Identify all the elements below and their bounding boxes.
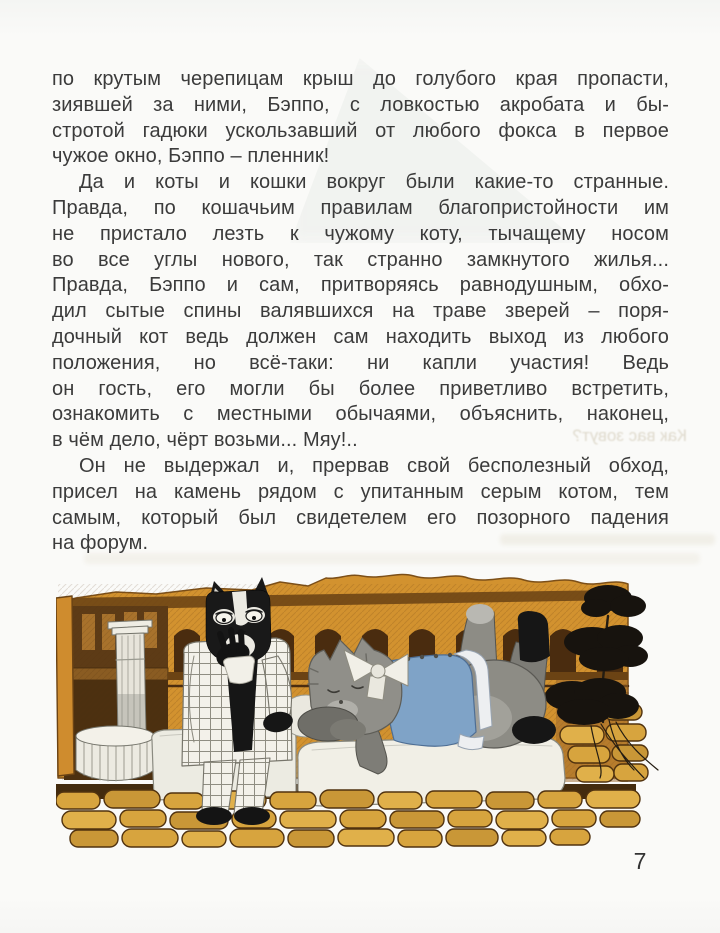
text-line: зиявшей за ними, Бэппо, с ловкостью акробата и бы- bbox=[52, 93, 669, 116]
gray-cat-front-paw bbox=[330, 719, 366, 741]
page-number: 7 bbox=[633, 848, 647, 874]
text-line: по крутым черепицам крыш до голубого края пропасти, bbox=[52, 68, 669, 90]
beppo-foot bbox=[234, 807, 270, 825]
pupil bbox=[222, 618, 226, 622]
text-line: Он не выдержал и, прервав свой бесполезный обход, bbox=[79, 454, 669, 477]
text-line: присел на камень рядом с упитанным серым котом, тем bbox=[52, 480, 669, 503]
story-text bbox=[52, 67, 669, 557]
column-drum bbox=[76, 726, 154, 781]
gray-cat-foot-black bbox=[518, 611, 550, 662]
text-line: не пристало лезть к чужому коту, тычащему носом bbox=[52, 222, 669, 245]
text-line: положения, но всё-таки: ни капли участия! Ведь bbox=[52, 351, 669, 374]
text-line: дочный кот ведь должен сам находить выход из любого bbox=[52, 325, 669, 348]
text-line: он гость, его могли бы более приветливо встретить, bbox=[52, 377, 669, 400]
text-line: самым, который был свидетелем его позорного падения bbox=[52, 506, 669, 529]
pupil bbox=[252, 616, 256, 620]
left-pillar bbox=[56, 596, 74, 776]
text-line: Да и коты и кошки вокруг были какие-то странные. bbox=[79, 171, 669, 194]
illustration-svg bbox=[56, 564, 673, 850]
text-line: во все углы нового, так странно замкнутого жилья... bbox=[52, 248, 669, 271]
gray-cat-foot-on-slab bbox=[512, 716, 556, 744]
text-line: ознакомить с местными обычаями, объяснить, наконец, bbox=[52, 403, 669, 426]
text-line: Правда, Бэппо и сам, притворяясь равнодушным, обхо- bbox=[52, 274, 669, 297]
text-line: в чём дело, чёрт возьми... Мяу!.. bbox=[52, 429, 358, 452]
bleedthrough-text: Как вас зовут? bbox=[572, 426, 687, 445]
text-line: Правда, по кошачьим правилам благопристойности им bbox=[52, 196, 669, 219]
text-line: дил сытые спины валявшихся на траве зверей – поря- bbox=[52, 300, 669, 323]
gray-cat-pale-paw bbox=[466, 604, 494, 624]
illustration-forum-cats bbox=[56, 564, 673, 850]
beppo-foot bbox=[196, 807, 232, 825]
text-line: стротой гадюки ускользавший от любого фокса в первое bbox=[52, 119, 669, 142]
gray-cat-nose bbox=[339, 700, 343, 704]
text-line: на форум. bbox=[52, 532, 149, 555]
text-line: чужое окно, Бэппо – пленник! bbox=[52, 145, 330, 168]
